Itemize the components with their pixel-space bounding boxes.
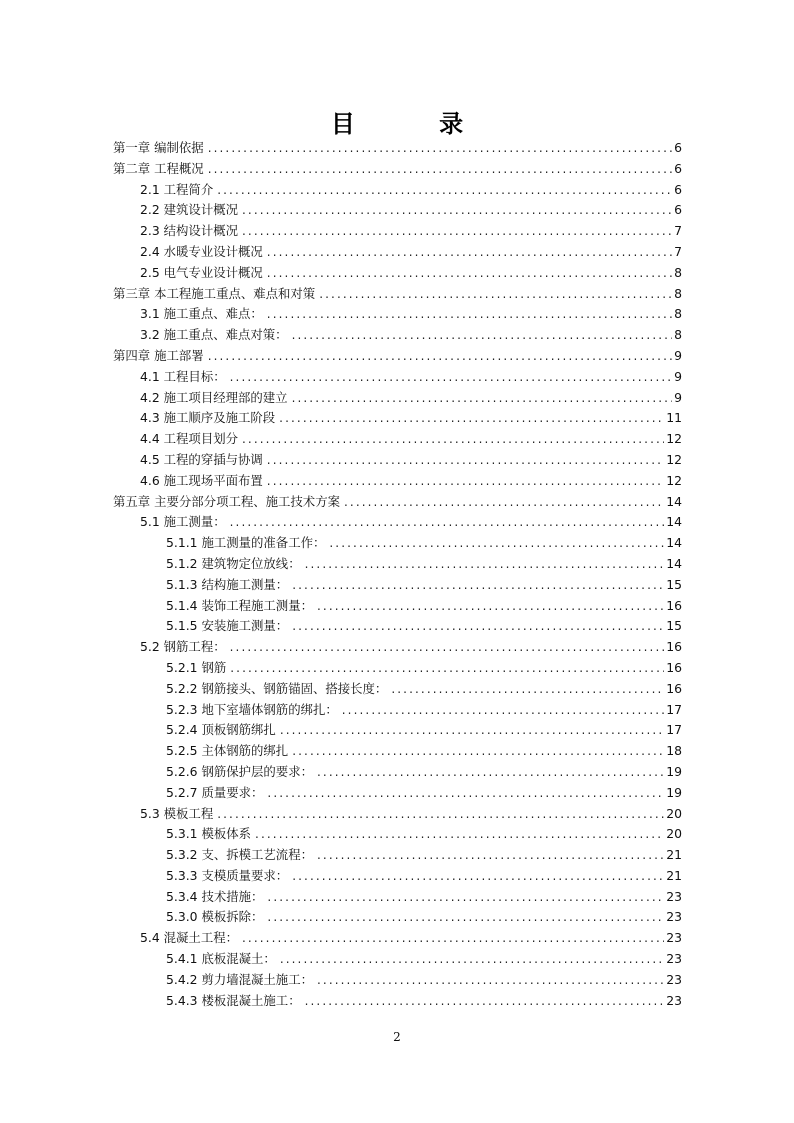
toc-entry-page: 20 <box>666 826 682 842</box>
toc-leader-dots <box>230 658 664 679</box>
toc-entry[interactable] <box>113 762 682 783</box>
toc-entry-label: 5.2.3 地下室墙体钢筋的绑扎： <box>166 701 338 717</box>
toc-entry-label: 5.3.4 技术措施： <box>166 888 264 904</box>
toc-leader-dots <box>329 533 664 554</box>
toc-entry[interactable] <box>113 450 682 471</box>
toc-entry-page: 15 <box>666 618 682 634</box>
toc-leader-dots <box>319 284 672 305</box>
toc-entry[interactable] <box>113 970 682 991</box>
toc-entry[interactable] <box>113 866 682 887</box>
toc-entry-page: 21 <box>666 867 682 883</box>
toc-entry-page: 6 <box>674 140 682 155</box>
toc-leader-dots <box>208 138 672 159</box>
toc-entry-label: 5.3.3 支模质量要求： <box>166 867 289 883</box>
toc-entry[interactable] <box>113 242 682 263</box>
toc-leader-dots <box>279 408 664 429</box>
toc-entry-label: 2.1 工程简介 <box>140 181 214 197</box>
toc-entry[interactable] <box>113 658 682 679</box>
toc-leader-dots <box>292 616 664 637</box>
toc-leader-dots <box>292 741 664 762</box>
toc-leader-dots <box>230 637 665 658</box>
toc-entry[interactable] <box>113 637 682 658</box>
toc-entry-page: 8 <box>674 306 682 322</box>
toc-entry-page: 7 <box>674 223 682 239</box>
toc-entry-page: 14 <box>666 493 682 509</box>
toc-entry[interactable] <box>113 991 682 1012</box>
toc-entry[interactable] <box>113 512 682 533</box>
toc-leader-dots <box>208 346 672 367</box>
toc-entry-page: 11 <box>666 410 682 426</box>
toc-entry[interactable] <box>113 949 682 970</box>
toc-entry-label: 5.4.1 底板混凝土： <box>166 951 276 967</box>
toc-entry[interactable] <box>113 845 682 866</box>
toc-entry-label: 4.5 工程的穿插与协调 <box>140 451 263 467</box>
toc-entry-label: 5.1.1 施工测量的准备工作： <box>166 535 326 551</box>
toc-entry-page: 9 <box>674 389 682 405</box>
toc-leader-dots <box>292 388 673 409</box>
toc-entry[interactable] <box>113 471 682 492</box>
toc-entry-label: 5.4.3 楼板混凝土施工： <box>166 992 301 1008</box>
toc-entry[interactable] <box>113 720 682 741</box>
page-title: 目 录 <box>330 109 502 138</box>
toc-entry-page: 19 <box>666 763 682 779</box>
toc-entry-label: 第一章 编制依据 <box>113 140 204 155</box>
toc-entry-label: 2.5 电气专业设计概况 <box>140 264 263 280</box>
toc-leader-dots <box>280 720 664 741</box>
toc-entry-label: 4.3 施工顺序及施工阶段 <box>140 410 276 426</box>
toc-leader-dots <box>305 991 665 1012</box>
toc-entry-page: 17 <box>666 722 682 738</box>
toc-leader-dots <box>317 762 664 783</box>
toc-entry-page: 14 <box>666 555 682 571</box>
toc-leader-dots <box>267 783 664 804</box>
toc-leader-dots <box>292 575 664 596</box>
toc-entry-label: 第五章 主要分部分项工程、施工技术方案 <box>113 493 340 509</box>
toc-entry[interactable] <box>113 700 682 721</box>
toc-entry[interactable] <box>113 284 682 305</box>
toc-entry-page: 12 <box>666 431 682 447</box>
toc-entry-page: 17 <box>666 701 682 717</box>
toc-entry-label: 5.2.5 主体钢筋的绑扎 <box>166 743 289 759</box>
toc-entry-page: 23 <box>666 930 682 946</box>
toc-entry-label: 5.4.2 剪力墙混凝土施工： <box>166 971 313 987</box>
toc-entry-page: 8 <box>674 285 682 301</box>
toc-entry[interactable] <box>113 388 682 409</box>
toc-entry-page: 19 <box>666 784 682 800</box>
toc-entry-page: 9 <box>674 347 682 363</box>
toc-leader-dots <box>305 554 665 575</box>
toc-entry-label: 5.1.2 建筑物定位放线： <box>166 555 301 571</box>
toc-leader-dots <box>267 450 664 471</box>
toc-entry-label: 2.4 水暖专业设计概况 <box>140 243 263 259</box>
toc-entry[interactable] <box>113 429 682 450</box>
toc-entry-page: 16 <box>666 680 682 696</box>
toc-leader-dots <box>267 907 664 928</box>
toc-entry[interactable] <box>113 783 682 804</box>
toc-entry[interactable] <box>113 408 682 429</box>
toc-entry-label: 5.3 模板工程 <box>140 805 214 821</box>
toc-entry[interactable] <box>113 596 682 617</box>
toc-entry[interactable] <box>113 304 682 325</box>
toc-leader-dots <box>292 866 664 887</box>
toc-leader-dots <box>342 700 664 721</box>
toc-entry-page: 23 <box>666 951 682 967</box>
toc-entry[interactable] <box>113 907 682 928</box>
toc-entry[interactable] <box>113 159 682 180</box>
toc-leader-dots <box>242 928 664 949</box>
toc-entry[interactable] <box>113 575 682 596</box>
toc-entry-page: 20 <box>666 805 682 821</box>
toc-entry-label: 5.2.1 钢筋 <box>166 659 227 675</box>
toc-entry[interactable] <box>113 180 682 201</box>
toc-entry-label: 4.6 施工现场平面布置 <box>140 472 263 488</box>
page-number: 2 <box>393 1030 401 1044</box>
table-of-contents <box>113 138 682 1011</box>
toc-leader-dots <box>317 970 664 991</box>
toc-entry[interactable] <box>113 492 682 513</box>
toc-entry-page: 18 <box>666 743 682 759</box>
toc-entry-label: 5.1 施工测量： <box>140 514 226 530</box>
toc-entry-label: 5.4 混凝土工程： <box>140 930 238 946</box>
toc-entry-label: 第四章 施工部署 <box>113 347 204 363</box>
toc-entry-page: 21 <box>666 847 682 863</box>
toc-leader-dots <box>267 304 672 325</box>
toc-entry[interactable] <box>113 263 682 284</box>
toc-entry-page: 16 <box>666 639 682 655</box>
toc-entry[interactable] <box>113 887 682 908</box>
toc-leader-dots <box>344 492 664 513</box>
toc-entry-label: 4.2 施工项目经理部的建立 <box>140 389 288 405</box>
toc-entry-label: 5.2 钢筋工程： <box>140 639 226 655</box>
toc-entry-page: 14 <box>666 514 682 530</box>
toc-leader-dots <box>230 367 673 388</box>
toc-leader-dots <box>242 429 664 450</box>
toc-entry-page: 8 <box>674 327 682 343</box>
toc-entry-label: 5.1.3 结构施工测量： <box>166 576 289 592</box>
toc-entry-label: 5.2.6 钢筋保护层的要求： <box>166 763 313 779</box>
toc-leader-dots <box>267 242 672 263</box>
toc-entry-page: 23 <box>666 888 682 904</box>
toc-entry[interactable] <box>113 741 682 762</box>
toc-entry-label: 5.2.4 顶板钢筋绑扎 <box>166 722 276 738</box>
toc-entry-page: 6 <box>674 160 682 176</box>
toc-entry-label: 5.1.4 装饰工程施工测量： <box>166 597 313 613</box>
toc-entry-page: 9 <box>674 368 682 384</box>
toc-leader-dots <box>208 159 672 180</box>
toc-entry[interactable] <box>113 824 682 845</box>
toc-entry-page: 8 <box>674 264 682 280</box>
toc-entry-label: 第三章 本工程施工重点、难点和对策 <box>113 285 316 301</box>
toc-entry-page: 16 <box>666 659 682 675</box>
toc-entry-page: 7 <box>674 243 682 259</box>
toc-entry[interactable] <box>113 679 682 700</box>
toc-entry[interactable] <box>113 367 682 388</box>
toc-entry[interactable] <box>113 533 682 554</box>
toc-entry-page: 16 <box>666 597 682 613</box>
toc-leader-dots <box>292 325 673 346</box>
toc-entry-label: 5.2.7 质量要求： <box>166 784 264 800</box>
toc-entry[interactable] <box>113 928 682 949</box>
toc-entry[interactable] <box>113 138 682 159</box>
toc-entry-label: 2.2 建筑设计概况 <box>140 202 238 218</box>
toc-entry-label: 4.1 工程目标： <box>140 368 226 384</box>
toc-entry-page: 14 <box>666 535 682 551</box>
toc-leader-dots <box>267 887 664 908</box>
toc-entry-label: 5.2.2 钢筋接头、钢筋锚固、搭接长度： <box>166 680 388 696</box>
toc-entry[interactable] <box>113 554 682 575</box>
toc-entry-page: 12 <box>666 472 682 488</box>
toc-leader-dots <box>242 221 672 242</box>
toc-entry-page: 6 <box>674 181 682 197</box>
toc-leader-dots <box>217 804 664 825</box>
toc-entry-label: 4.4 工程项目划分 <box>140 431 238 447</box>
toc-leader-dots <box>255 824 664 845</box>
toc-entry-label: 2.3 结构设计概况 <box>140 223 238 239</box>
toc-leader-dots <box>317 845 664 866</box>
toc-entry[interactable] <box>113 346 682 367</box>
toc-entry[interactable] <box>113 221 682 242</box>
toc-leader-dots <box>242 200 672 221</box>
toc-entry-label: 第二章 工程概况 <box>113 160 204 176</box>
toc-entry-label: 5.1.5 安装施工测量： <box>166 618 289 634</box>
toc-leader-dots <box>267 471 664 492</box>
toc-entry-label: 3.1 施工重点、难点： <box>140 306 263 322</box>
toc-leader-dots <box>280 949 664 970</box>
toc-entry-page: 6 <box>674 202 682 218</box>
toc-entry-page: 23 <box>666 992 682 1008</box>
toc-entry-page: 12 <box>666 451 682 467</box>
toc-entry[interactable] <box>113 616 682 637</box>
toc-entry-label: 5.3.0 模板拆除： <box>166 909 264 925</box>
toc-leader-dots <box>391 679 664 700</box>
toc-entry[interactable] <box>113 200 682 221</box>
toc-leader-dots <box>317 596 664 617</box>
toc-entry-label: 5.3.1 模板体系 <box>166 826 252 842</box>
toc-leader-dots <box>230 512 665 533</box>
toc-entry[interactable] <box>113 804 682 825</box>
toc-entry[interactable] <box>113 325 682 346</box>
toc-entry-page: 23 <box>666 909 682 925</box>
toc-leader-dots <box>217 180 672 201</box>
toc-entry-page: 15 <box>666 576 682 592</box>
toc-entry-label: 5.3.2 支、拆模工艺流程： <box>166 847 313 863</box>
toc-leader-dots <box>267 263 672 284</box>
toc-entry-page: 23 <box>666 971 682 987</box>
toc-entry-label: 3.2 施工重点、难点对策： <box>140 327 288 343</box>
